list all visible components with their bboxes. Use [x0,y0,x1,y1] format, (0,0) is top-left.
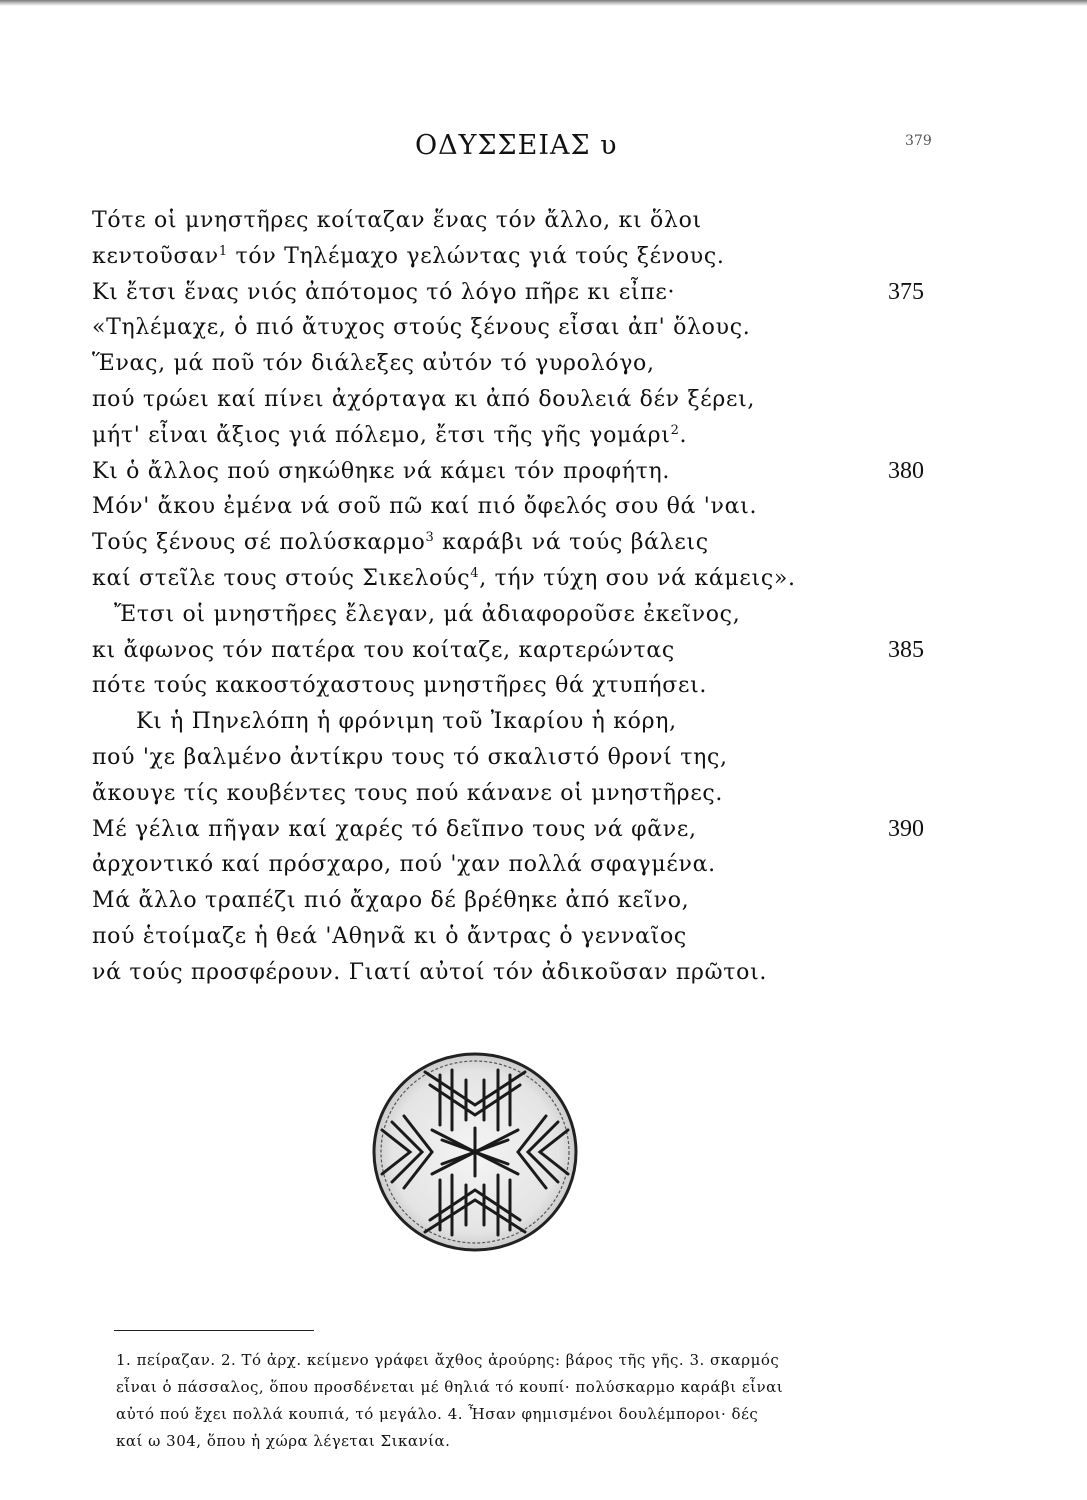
poem-line [92,597,952,633]
poem-line [92,776,952,812]
poem-line-text: κι ἄφωνος τόν πατέρα του κοίταζε, καρτερώντας [92,637,675,663]
poem-line [92,633,952,669]
line-number: 385 [888,636,924,663]
line-number: 380 [888,457,924,484]
poem-line [92,525,952,561]
poem-line-text: ἄκουγε τίς κουβέντες τους πού κάνανε οἱ μνηστῆρες. [92,780,724,806]
poem-line [92,239,952,275]
poem-line-text: Τούς ξένους σέ πολύσκαρμο$^3$ καράβι νά τούς βάλεις [92,530,709,556]
poem-line [92,668,952,704]
poem-line-text: Κι ἡ Πηνελόπη ἡ φρόνιμη τοῦ Ἰκαρίου ἡ κόρη, [136,709,677,735]
poem-line-text: Ἔτσι οἱ μνηστῆρες ἔλεγαν, μά ἀδιαφοροῦσε ἐκεῖνος, [114,601,741,627]
poem-line [92,310,952,346]
poem-line [92,346,952,382]
footnote-rule [114,1330,314,1331]
poem-line-text: ἀρχοντικό καί πρόσχαρο, πού 'χαν πολλά σφαγμένα. [92,852,716,878]
incised-seal-icon [370,1050,580,1255]
poem-line [92,489,952,525]
poem-line-text: καί στεῖλε τους στούς Σικελούς$^4$, τήν τύχη σου νά κάμεις». [92,565,796,591]
poem-line [92,418,952,454]
poem-line [92,919,952,955]
poem-line-text: πού 'χε βαλμένο ἀντίκρυ τους τό σκαλιστό θρονί της, [92,744,728,770]
poem-line-text: Κι ἔτσι ἕνας νιός ἀπότομος τό λόγο πῆρε κι εἶπε· [92,279,676,305]
poem-line [92,847,952,883]
poem-line-text: Τότε οἱ μνηστῆρες κοίταζαν ἕνας τόν ἄλλο, κι ὅλοι [92,208,702,233]
poem-line-text: πότε τούς κακοστόχαστους μνηστῆρες θά χτυπήσει. [92,673,708,699]
footnote-line: εἶναι ὁ πάσσαλος, ὅπου προσδένεται μέ θηλιά τό κουπί· πολύσκαρμο καράβι εἶναι [116,1378,784,1396]
poem-line [92,454,952,490]
running-head: ΟΔΥΣΣΕΙΑΣ υ [415,130,618,161]
poem-line [92,203,952,239]
poem-line-text: Ἕνας, μά ποῦ τόν διάλεξες αὐτόν τό γυρολόγο, [92,351,655,377]
poem-line-text: πού τρώει καί πίνει ἀχόρταγα κι ἀπό δουλειά δέν ξέρει, [92,386,756,412]
poem-line [92,561,952,597]
poem-line-text: κεντοῦσαν$^1$ τόν Τηλέμαχο γελώντας γιά τούς ξένους. [92,243,725,269]
poem-line-text: Μόν' ἄκου ἐμένα νά σοῦ πῶ καί πιό ὄφελός σου θά 'ναι. [92,494,758,520]
poem-line-text: πού ἑτοίμαζε ἡ θεά 'Αθηνᾶ κι ὁ ἄντρας ὁ γενναῖος [92,923,687,949]
poem-line [92,812,952,848]
poem-line-text: Μά ἄλλο τραπέζι πιό ἄχαρο δέ βρέθηκε ἀπό κεῖνο, [92,888,690,914]
footnote-marker: 3 [425,530,435,546]
poem-line-text: «Τηλέμαχε, ὁ πιό ἄτυχος στούς ξένους εἶσαι ἀπ' ὅλους. [92,315,751,341]
poem-line [92,704,952,740]
poem-text [92,203,952,991]
footnotes [116,1347,966,1455]
footnote-marker: 1 [218,243,228,259]
poem-line-text: Μέ γέλια πῆγαν καί χαρές τό δεῖπνο τους νά φᾶνε, [92,816,697,842]
footnote-line: καί ω 304, ὅπου ἡ χώρα λέγεται Σικανία. [116,1432,451,1450]
poem-line-text: μήτ' εἶναι ἄξιος γιά πόλεμο, ἔτσι τῆς γῆς γομάρι$^2$. [92,422,688,448]
footnote-marker: 4 [470,565,480,581]
poem-line [92,382,952,418]
scan-edge [0,0,1087,6]
line-number: 390 [888,815,924,842]
footnote-line: 1. πείραζαν. 2. Τό ἀρχ. κείμενο γράφει ἄχθος ἀρούρης: βάρος τῆς γῆς. 3. σκαρμός [116,1351,780,1369]
line-number: 375 [888,278,924,305]
poem-line [92,275,952,311]
poem-line-text: Κι ὁ ἄλλος πού σηκώθηκε νά κάμει τόν προφήτη. [92,458,671,484]
poem-line [92,955,952,991]
poem-line [92,740,952,776]
poem-line [92,883,952,919]
footnote-marker: 2 [670,422,680,438]
footnote-line: αὐτό πού ἔχει πολλά κουπιά, τό μεγάλο. 4. Ἦσαν φημισμένοι δουλέμποροι· δές [116,1405,759,1423]
page-number: 379 [905,133,932,149]
poem-line-text: νά τούς προσφέρουν. Γιατί αὐτοί τόν ἀδικοῦσαν πρῶτοι. [92,959,768,985]
